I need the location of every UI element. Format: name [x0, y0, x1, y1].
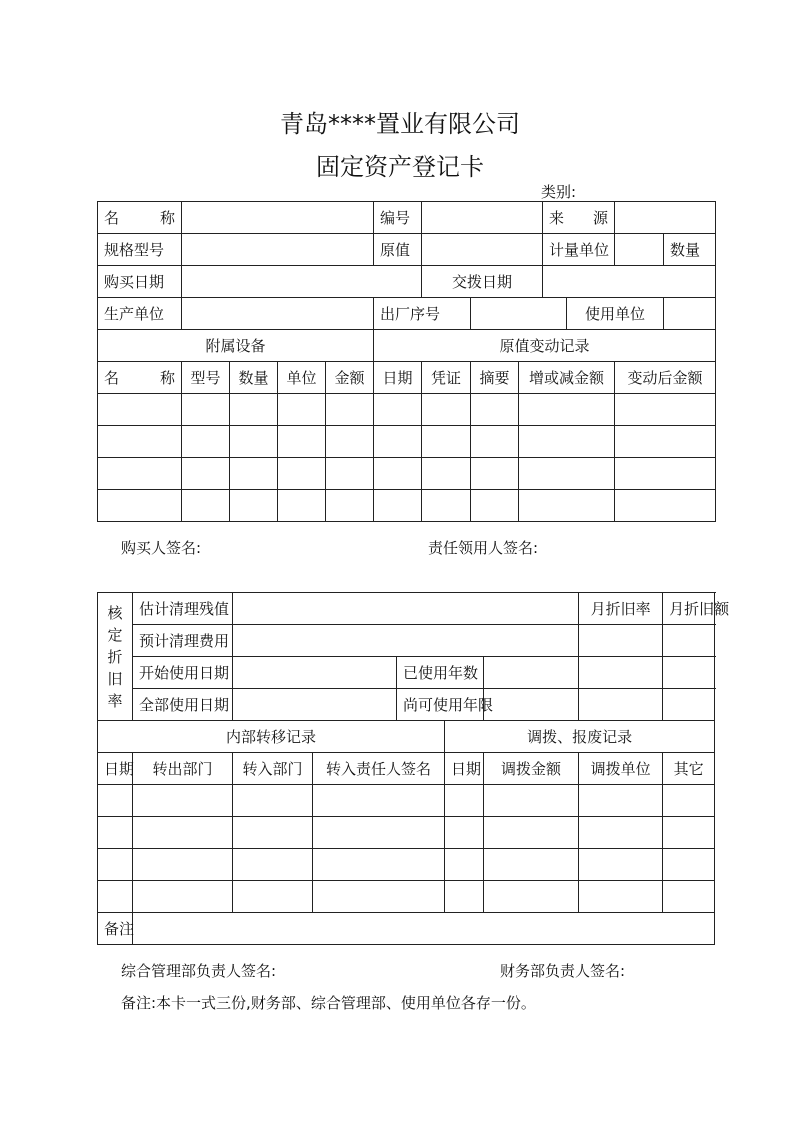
cell[interactable] — [484, 881, 579, 913]
monthly-rate-field[interactable] — [579, 689, 663, 721]
buyer-signature-label: 购买人签名: — [121, 539, 202, 557]
record-row — [98, 490, 716, 522]
remaining-years-field[interactable] — [484, 689, 579, 721]
cell[interactable] — [445, 881, 484, 913]
cell[interactable] — [484, 817, 579, 849]
start-date-label: 开始使用日期 — [133, 657, 233, 689]
cell[interactable] — [471, 394, 519, 426]
cell[interactable] — [579, 817, 663, 849]
cell[interactable] — [278, 490, 326, 522]
cell[interactable] — [182, 458, 230, 490]
cell[interactable] — [422, 394, 471, 426]
user-unit-field[interactable] — [664, 298, 716, 330]
acc-col-amount: 金额 — [326, 362, 374, 394]
cell[interactable] — [445, 849, 484, 881]
cell[interactable] — [326, 490, 374, 522]
transfer-row — [98, 785, 715, 817]
cell[interactable] — [484, 785, 579, 817]
monthly-amount-field[interactable] — [663, 625, 715, 657]
purchase-date-label: 购买日期 — [98, 266, 182, 298]
cell[interactable] — [278, 394, 326, 426]
record-row — [98, 426, 716, 458]
cell[interactable] — [133, 785, 233, 817]
number-label: 编号 — [374, 202, 422, 234]
cell[interactable] — [182, 394, 230, 426]
cell[interactable] — [579, 849, 663, 881]
cell[interactable] — [326, 426, 374, 458]
cell[interactable] — [471, 426, 519, 458]
cell[interactable] — [663, 817, 715, 849]
cell[interactable] — [313, 881, 445, 913]
depreciation-side-label — [98, 593, 133, 721]
name-label: 名 称 — [98, 202, 182, 234]
cell[interactable] — [233, 817, 313, 849]
int-col-signature: 转入责任人签名 — [313, 753, 445, 785]
orig-value-field[interactable] — [422, 234, 543, 266]
finance-head-signature-label: 财务部负责人签名: — [500, 962, 626, 980]
cell[interactable] — [326, 394, 374, 426]
user-unit-label: 使用单位 — [567, 298, 664, 330]
unit-measure-label: 计量单位 — [543, 234, 615, 266]
source-field[interactable] — [615, 202, 716, 234]
cell[interactable] — [422, 458, 471, 490]
cell[interactable] — [98, 490, 182, 522]
int-col-out-dept: 转出部门 — [133, 753, 233, 785]
company-name: 青岛****置业有限公司 — [280, 110, 520, 138]
cell[interactable] — [663, 849, 715, 881]
cell[interactable] — [230, 490, 278, 522]
cell[interactable] — [615, 490, 716, 522]
cell[interactable] — [615, 458, 716, 490]
recipient-signature-label: 责任领用人签名: — [428, 539, 539, 557]
record-row — [98, 394, 716, 426]
full-date-label: 全部使用日期 — [133, 689, 233, 721]
monthly-amount-label: 月折旧额 — [663, 593, 715, 625]
chg-col-after: 变动后金额 — [615, 362, 716, 394]
cell[interactable] — [278, 426, 326, 458]
used-years-label: 已使用年数 — [397, 657, 484, 689]
name-field[interactable] — [182, 202, 374, 234]
page-title: 固定资产登记卡 — [316, 153, 484, 181]
allot-date-label: 交拨日期 — [422, 266, 543, 298]
cell[interactable] — [519, 426, 615, 458]
cell[interactable] — [663, 785, 715, 817]
admin-head-signature-label: 综合管理部负责人签名: — [121, 962, 277, 980]
allot-date-field[interactable] — [543, 266, 716, 298]
cell[interactable] — [98, 394, 182, 426]
source-label: 来 源 — [543, 202, 615, 234]
chg-col-summary: 摘要 — [471, 362, 519, 394]
acc-col-qty: 数量 — [230, 362, 278, 394]
est-cleanup-field[interactable] — [233, 625, 579, 657]
cell[interactable] — [615, 426, 716, 458]
acc-col-name: 名 称 — [98, 362, 182, 394]
chg-col-voucher: 凭证 — [422, 362, 471, 394]
acc-col-model: 型号 — [182, 362, 230, 394]
monthly-amount-field[interactable] — [663, 689, 715, 721]
cell[interactable] — [182, 426, 230, 458]
used-years-field[interactable] — [484, 657, 579, 689]
side-char: 旧 — [107, 669, 123, 688]
chg-col-date: 日期 — [374, 362, 422, 394]
int-col-in-dept: 转入部门 — [233, 753, 313, 785]
cell[interactable] — [663, 881, 715, 913]
unit-measure-field[interactable] — [615, 234, 664, 266]
int-col-date: 日期 — [98, 753, 133, 785]
acc-col-unit: 单位 — [278, 362, 326, 394]
cell[interactable] — [313, 785, 445, 817]
cell[interactable] — [98, 849, 133, 881]
cell[interactable] — [133, 817, 233, 849]
cell[interactable] — [230, 458, 278, 490]
disp-col-other: 其它 — [663, 753, 715, 785]
internal-transfer-header: 内部转移记录 — [98, 721, 445, 753]
spec-field[interactable] — [182, 234, 374, 266]
number-field[interactable] — [422, 202, 543, 234]
transfer-row — [98, 881, 715, 913]
monthly-rate-field[interactable] — [579, 625, 663, 657]
side-char: 定 — [107, 625, 123, 644]
accessories-header: 附属设备 — [98, 330, 374, 362]
cell[interactable] — [230, 426, 278, 458]
cell[interactable] — [133, 881, 233, 913]
remark-label: 备注 — [98, 913, 133, 945]
cell[interactable] — [233, 785, 313, 817]
cell[interactable] — [313, 849, 445, 881]
disposal-header: 调拨、报废记录 — [445, 721, 715, 753]
cell[interactable] — [615, 394, 716, 426]
serial-field[interactable] — [471, 298, 567, 330]
value-change-header: 原值变动记录 — [374, 330, 716, 362]
cell[interactable] — [278, 458, 326, 490]
spec-label: 规格型号 — [98, 234, 182, 266]
cell[interactable] — [374, 458, 422, 490]
footnote: 备注:本卡一式三份,财务部、综合管理部、使用单位各存一份。 — [121, 994, 536, 1012]
serial-label: 出厂序号 — [374, 298, 471, 330]
est-residual-field[interactable] — [233, 593, 579, 625]
transfer-row — [98, 817, 715, 849]
purchase-date-field[interactable] — [182, 266, 422, 298]
manufacturer-label: 生产单位 — [98, 298, 182, 330]
cell[interactable] — [484, 849, 579, 881]
cell[interactable] — [230, 394, 278, 426]
cell[interactable] — [471, 458, 519, 490]
disp-col-unit: 调拨单位 — [579, 753, 663, 785]
cell[interactable] — [519, 490, 615, 522]
manufacturer-field[interactable] — [182, 298, 374, 330]
quantity-label: 数量 — [664, 234, 716, 266]
cell[interactable] — [98, 785, 133, 817]
cell[interactable] — [445, 817, 484, 849]
disp-col-date: 日期 — [445, 753, 484, 785]
full-date-field[interactable] — [233, 689, 397, 721]
cell[interactable] — [422, 426, 471, 458]
category-label: 类别: — [541, 183, 577, 201]
cell[interactable] — [326, 458, 374, 490]
cell[interactable] — [471, 490, 519, 522]
cell[interactable] — [313, 817, 445, 849]
cell[interactable] — [182, 490, 230, 522]
cell[interactable] — [519, 458, 615, 490]
cell[interactable] — [98, 881, 133, 913]
remaining-years-label: 尚可使用年限 — [397, 689, 484, 721]
cell[interactable] — [133, 849, 233, 881]
cell[interactable] — [233, 881, 313, 913]
chg-col-delta: 增或减金额 — [519, 362, 615, 394]
start-date-field[interactable] — [233, 657, 397, 689]
record-row — [98, 458, 716, 490]
asset-register-table — [97, 201, 716, 522]
disp-col-amount: 调拨金额 — [484, 753, 579, 785]
monthly-rate-field[interactable] — [579, 657, 663, 689]
side-char: 折 — [107, 647, 123, 666]
cell[interactable] — [579, 881, 663, 913]
cell[interactable] — [579, 785, 663, 817]
cell[interactable] — [98, 426, 182, 458]
monthly-rate-label: 月折旧率 — [579, 593, 663, 625]
depreciation-transfer-table — [97, 592, 730, 945]
monthly-amount-field[interactable] — [663, 657, 715, 689]
cell[interactable] — [519, 394, 615, 426]
cell[interactable] — [374, 426, 422, 458]
est-cleanup-label: 预计清理费用 — [133, 625, 233, 657]
cell[interactable] — [98, 458, 182, 490]
remark-field[interactable] — [133, 913, 715, 945]
cell[interactable] — [98, 817, 133, 849]
transfer-row — [98, 849, 715, 881]
cell[interactable] — [374, 394, 422, 426]
cell[interactable] — [422, 490, 471, 522]
side-char: 核 — [107, 603, 123, 622]
cell[interactable] — [233, 849, 313, 881]
side-char: 率 — [107, 691, 123, 710]
orig-value-label: 原值 — [374, 234, 422, 266]
cell[interactable] — [374, 490, 422, 522]
est-residual-label: 估计清理残值 — [133, 593, 233, 625]
cell[interactable] — [445, 785, 484, 817]
